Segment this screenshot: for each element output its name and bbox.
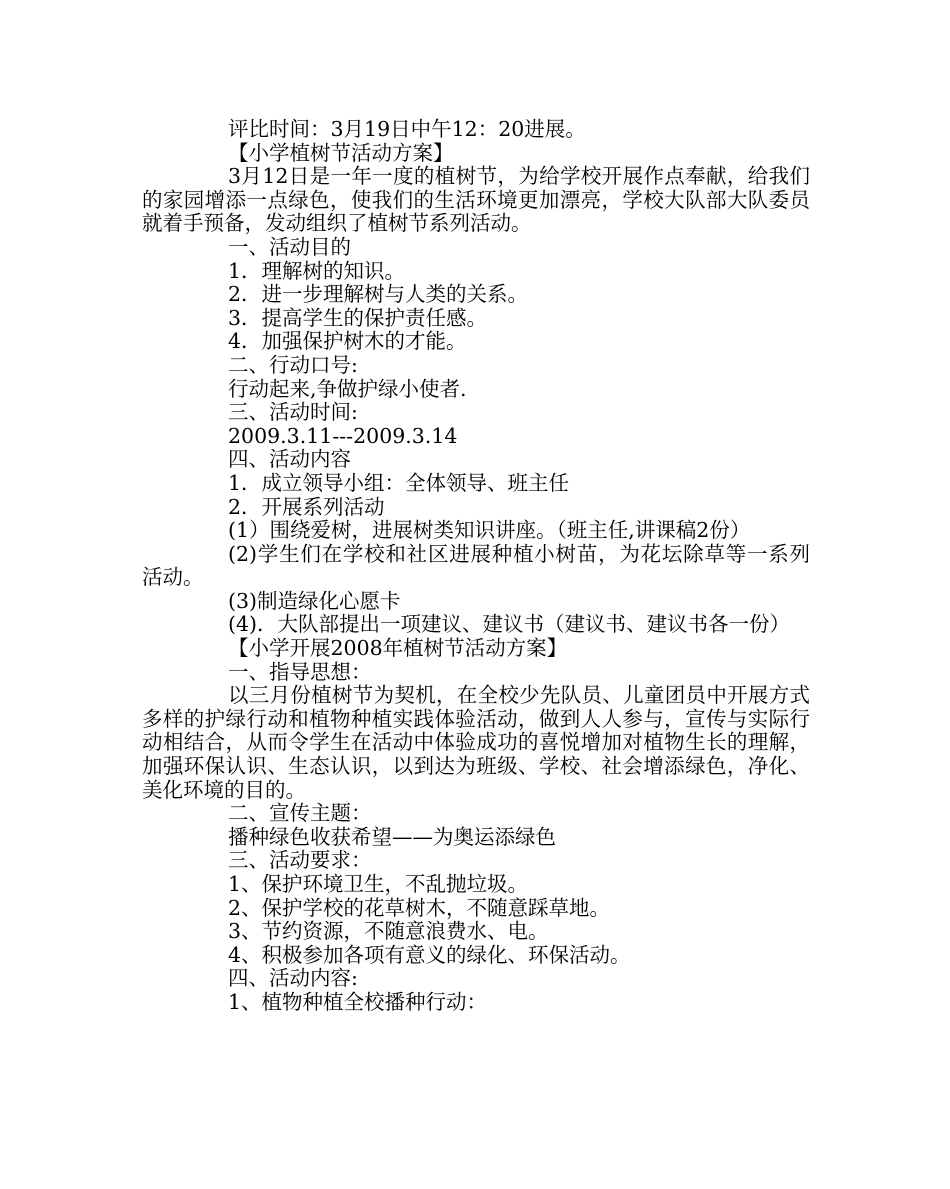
list-item: 3、节约资源，不随意浪费水、电。 (228, 919, 549, 944)
heading: 三、活动时间: (228, 400, 358, 425)
text-line: 2009.3.11---2009.3.14 (228, 423, 458, 448)
heading: 四、活动内容: (228, 966, 358, 991)
section-title: 【小学植树节活动方案】 (228, 140, 454, 165)
paragraph: 以三月份植树节为契机，在全校少先队员、儿童团员中开展方式多样的护绿行动和植物种植实践体验活动，做到人人参与，宣传与实际行动相结合，从而令学生在活动中体验成功的喜悦增加对植物生长的理解，加强环保认识、生态认识，以到达为班级、学校、社会增添绿色，净化、美化环境的目的。 (142, 683, 810, 802)
heading: 四、活动内容 (228, 447, 351, 472)
heading: 三、活动要求： (228, 848, 372, 873)
list-item: 1、保护环境卫生，不乱抛垃圾。 (228, 872, 529, 896)
section-title: 【小学开展2008年植树节活动方案】 (228, 636, 568, 661)
paragraph: 3月12日是一年一度的植树节，为给学校开展作点奉献，给我们的家园增添一点绿色，使我们的生活环境更加漂亮，学校大队部大队委员就着手预备，发动组织了植树节系列活动。 (142, 164, 810, 236)
list-item: 1．成立领导小组：全体领导、班主任 (228, 470, 570, 495)
list-item: 4、积极参加各项有意义的绿化、环保活动。 (228, 942, 631, 967)
text-line: 播种绿色收获希望——为奥运添绿色 (228, 824, 556, 849)
heading: 二、行动口号: (228, 352, 358, 377)
text-line: 评比时间：3月19日中午12：20进展。 (228, 117, 586, 141)
list-item: 2．进一步理解树与人类的关系。 (228, 282, 529, 307)
list-item: (4)．大队部提出一项建议、建议书（建议书、建议书各一份） (228, 612, 791, 637)
list-item: (1）围绕爱树，进展树类知识讲座。（班主任,讲课稿2份） (228, 518, 751, 543)
heading: 一、活动目的 (228, 234, 351, 259)
list-item: (2)学生们在学校和社区进展种植小树苗，为花坛除草等一系列活动。 (142, 541, 810, 590)
list-item: (3)制造绿化心愿卡 (228, 588, 401, 613)
list-item: 2．开展系列活动 (228, 494, 385, 519)
list-item: 4．加强保护树木的才能。 (228, 329, 467, 354)
heading: 二、宣传主题： (228, 801, 372, 826)
list-item: 1．理解树的知识。 (228, 258, 406, 283)
list-item: 2、保护学校的花草树木，不随意踩草地。 (228, 895, 611, 920)
list-item: 3．提高学生的保护责任感。 (228, 305, 488, 330)
list-item: 1、植物种植全校播种行动： (228, 989, 488, 1014)
heading: 一、指导思想： (228, 659, 372, 684)
text-line: 行动起来,争做护绿小使者. (228, 376, 467, 401)
document-body (142, 118, 810, 1015)
